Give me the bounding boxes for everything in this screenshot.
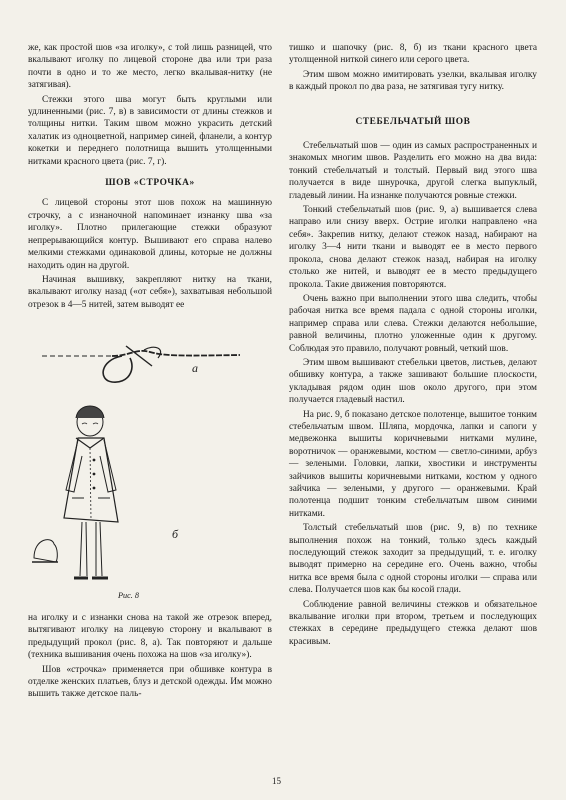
figure-caption: Рис. 8 bbox=[118, 591, 139, 600]
paragraph: Стебельчатый шов — один из самых распространенных и знакомых многим швов. Разделить его можно на два вида: тонкий стебельчатый и толстый. Первый вид этого шва получается в виде шнурочка, другой слегка выпуклый, гладевый линии. На изнанке получаются ровные стежки. bbox=[289, 141, 537, 201]
figure-8b-child-coat-illustration bbox=[30, 398, 230, 598]
paragraph: Очень важно при выполнении этого шва следить, чтобы рабочая нитка все время падала с одной стороны иголки, например справа или слева. Стежки делаются небольшие, равной величины, плотно уложенные один к другому. Соблюдая это правило, получают ровный, четкий шов. bbox=[289, 293, 537, 354]
paragraph: Стежки этого шва могут быть круглыми или удлиненными (рис. 7, в) в зависимости от длины стежков и толщины нитки. Таким швом можно украсить детский халатик из одноцветной, например синей, фланели, а контур кокетки и переднего полотнища вышить утолщенными нитками красного цвета (рис. 7, г). bbox=[28, 94, 272, 167]
left-column-bottom bbox=[28, 612, 272, 703]
paragraph: Шов «строчка» применяется при обшивке контура в отделке женских платьев, блуз и детской одежды. Им можно вышить также детское паль- bbox=[28, 664, 272, 700]
section-heading-stebelchaty: СТЕБЕЛЬЧАТЫЙ ШОВ bbox=[355, 116, 471, 127]
right-column bbox=[289, 42, 537, 650]
paragraph: Начиная вышивку, закрепляют нитку на ткани, вкалывают иголку назад («от себя»), захватывая небольшой отрезок в 4—5 нитей, затем выводят ее bbox=[28, 274, 272, 310]
paragraph: Толстый стебельчатый шов (рис. 9, в) по технике выполнения похож на тонкий, только здесь каждый последующий стежок заходит за предыдущий, т. е. иголку выводят примерно на середине его. Очень важно, чтобы нитка все время была с одной стороны иголки — справа или слева. Получается шов как бы косой глади. bbox=[289, 523, 537, 596]
paragraph: Этим швом можно имитировать узелки, вкалывая иголку в каждый прокол по два раза, не затягивая тугу нитку. bbox=[289, 69, 537, 93]
paragraph: на иголку и с изнанки снова на такой же отрезок вперед, вытягивают иголку на лицевую сторону и вкалывают в предыдущий прокол (рис. 8, а). Так повторяют и дальше (техника вышивания очень похожа на шов «за иголку»). bbox=[28, 613, 272, 661]
figure-label-b: б bbox=[172, 527, 179, 541]
paragraph: С лицевой стороны этот шов похож на машинную строчку, а с изнаночной напоминает изнанку шва «за иголку». Плотно прилегающие стежки образуют непрерывающийся контур. Вышивают его справа налево мелкими стежками одинаковой длины, которые не должны находить один на другой. bbox=[28, 198, 272, 271]
paragraph: На рис. 9, б показано детское полотенце, вышитое тонким стебельчатым швом. Шляпа, мордочка, лапки и сапоги у медвежонка вышиты коричневыми нитками мулине, воротничок — оранжевыми, костюм — светло-синими, арбуз — зелеными. Головки, лапки, хвостики и инструменты зайчиков вышиты коричневыми нитками, костюм у одного зайчика — зелеными, у другого — оранжевыми. Край полотенца подшит тонким стебельчатым швом синими нитками. bbox=[289, 409, 537, 519]
figure-8a-stitch-illustration bbox=[40, 342, 270, 390]
paragraph: Тонкий стебельчатый шов (рис. 9, а) вышивается слева направо или снизу вверх. Острие иголки направлено «на себя». Закрепив нитку, делают стежок назад, набирают на иголку 3—4 нити ткани и выводят ее в место первого прокола, снова делают стежок назад, набирая на иголку столько же нитей, и выводят ее в место предыдущего прокола. Такие движения повторяются. bbox=[289, 205, 537, 290]
paragraph: Этим швом вышивают стебельки цветов, листьев, делают обшивку контура, а также зашивают большие плоскости, укладывая рядом один шов около другого, при этом получается гладевый настил. bbox=[289, 357, 537, 406]
paragraph: Соблюдение равной величины стежков и обязательное вкалывание иголки при втором, третьем и последующих стежках в середине предыдущего стежка делают шов красивым. bbox=[289, 599, 537, 647]
page-number: 15 bbox=[272, 776, 281, 786]
paragraph: же, как простой шов «за иголку», с той лишь разницей, что вкалывают иголку по лицевой стороне два или три раза почти в одно и то же место, легко вкалывая-нитку (не затягивая). bbox=[28, 43, 272, 91]
section-heading-strochka: ШОВ «СТРОЧКА» bbox=[105, 178, 195, 189]
left-column-top bbox=[28, 42, 272, 313]
figure-label-a: а bbox=[192, 361, 198, 375]
paragraph: тишко и шапочку (рис. 8, б) из ткани красного цвета утолщенной ниткой синего или серого цвета. bbox=[289, 43, 537, 66]
